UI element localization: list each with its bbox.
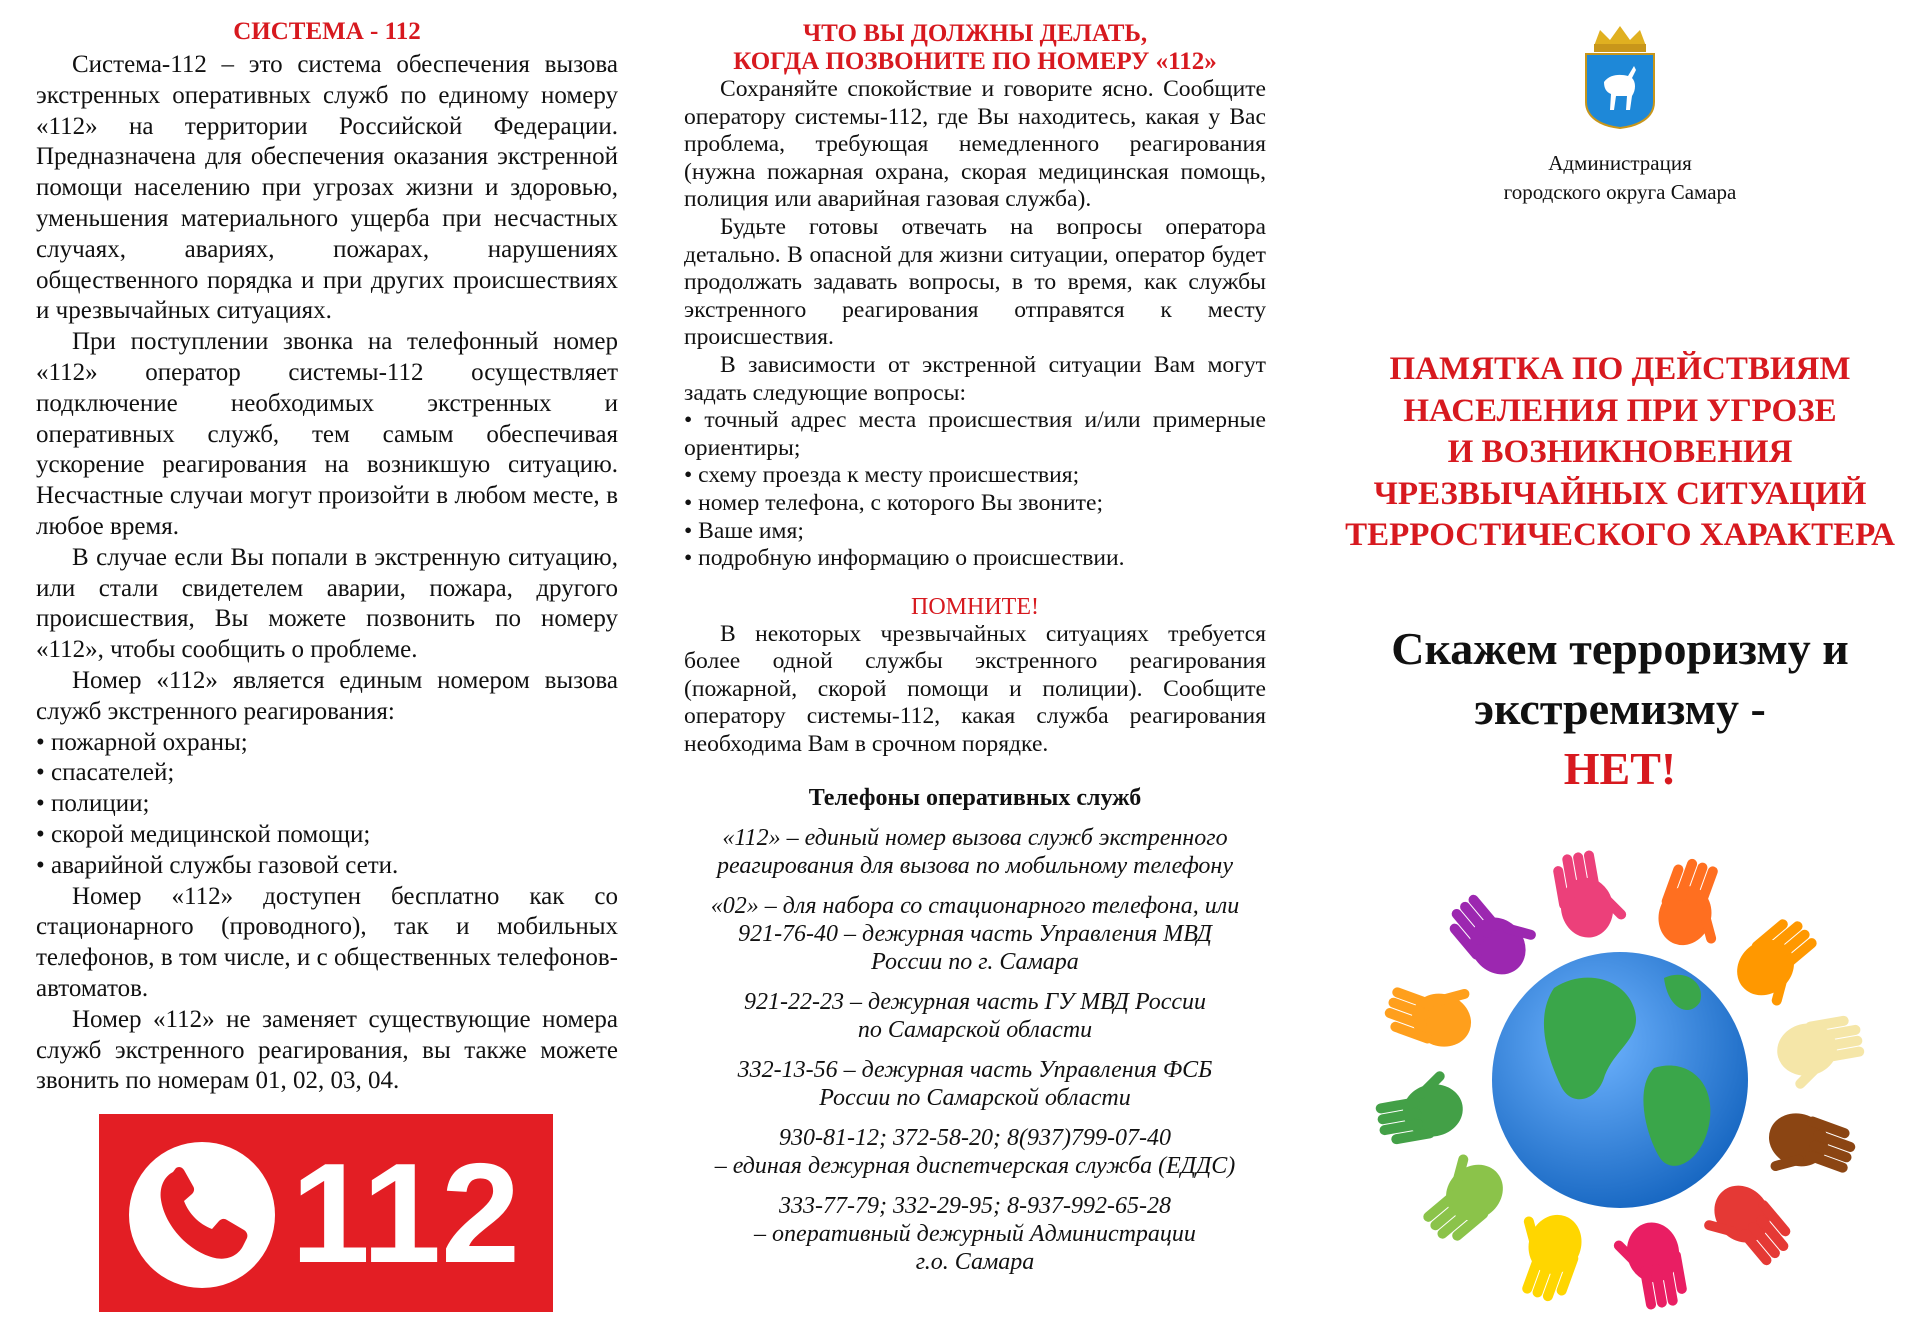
slogan <box>1320 619 1920 799</box>
hand-shape <box>1371 1066 1467 1146</box>
hand-shape <box>1693 1174 1799 1283</box>
question-list-item: • номер телефона, с которого Вы звоните; <box>684 489 1103 516</box>
paragraph: Система-112 – это система обеспечения вызова экстренных оперативных служб по единому номеру «112» на территории Российской Федерации. Предназначена для обеспечения оказания экстренной помощи населению при угрозах жизни и здоровью, уменьшения материального ущерба при несчастных случаях, авариях, пожарах, нарушениях общественного порядка и при других происшествиях и чрезвычайных ситуациях. <box>36 51 618 325</box>
hands-globe-illustration <box>1334 818 1920 1318</box>
phone-entry <box>684 1192 1266 1276</box>
hand-shape <box>1406 1143 1515 1249</box>
question-list-item: • Ваше имя; <box>684 517 804 544</box>
phone-icon <box>129 1142 275 1288</box>
admin-line: городского округа Самара <box>1503 180 1737 204</box>
question-list-item: • подробную информацию о происшествии. <box>684 545 1125 572</box>
paragraph: Номер «112» является единым номером вызова служб экстренного реагирования: <box>36 666 618 725</box>
memo-title-line: И ВОЗНИКНОВЕНИЯ <box>1447 434 1793 470</box>
badge-112 <box>99 1114 553 1312</box>
paragraph: Сохраняйте спокойствие и говорите ясно. Сообщите оператору системы-112, где Вы находитесь, какая у Вас проблема, требующая немедленного реагирования (нужна пожарная охрана, скорая медицинская помощь, полиция или аварийная газовая служба). <box>684 76 1266 213</box>
question-list-item: • точный адрес места происшествия и/или примерные ориентиры; <box>684 407 1266 461</box>
slogan-line: Скажем терроризму и <box>1391 622 1849 674</box>
hand-shape <box>1380 964 1484 1056</box>
paragraph: Номер «112» доступен бесплатно как со стационарного (проводного), так и мобильных телефонов, в том числе, и с общественных телефонов-автоматов. <box>36 882 618 1002</box>
paragraph: В зависимости от экстренной ситуации Вам могут задать следующие вопросы: <box>684 351 1266 406</box>
service-list-item: • спасателей; <box>36 759 175 787</box>
phone-entry <box>684 824 1266 880</box>
phone-entry-line: по Самарской области <box>857 1016 1093 1043</box>
paragraph: При поступлении звонка на телефонный номер «112» оператор системы-112 осуществляет подключение необходимых экстренных и оперативных служб, тем самым обеспечивая ускорение реагирования на возникшую ситуацию. Несчастные случаи могут произойти в любом месте, в любое время. <box>36 328 618 540</box>
hand-shape <box>1551 846 1631 942</box>
hand-shape <box>1441 878 1547 987</box>
phone-entry-line: 332-13-56 – дежурная часть Управления ФСБ <box>737 1056 1213 1083</box>
service-list-item: • аварийной службы газовой сети. <box>36 851 399 879</box>
badge-number: 112 <box>291 1134 521 1293</box>
hand-shape <box>1773 1013 1869 1093</box>
phone-entry <box>684 1056 1266 1112</box>
phone-entry <box>684 892 1266 976</box>
service-list-item: • пожарной охраны; <box>36 728 248 756</box>
phone-entry-line: – оперативный дежурный Администрации <box>754 1220 1196 1247</box>
remember-text: В некоторых чрезвычайных ситуациях требуется более одной службы экстренного реагирования (пожарной, скорой помощи и полиции). Сообщите оператору системы-112, какая служба реагирования необходима Вам в срочном порядке. <box>684 620 1266 758</box>
hand-shape <box>1649 854 1741 958</box>
memo-title-line: ПАМЯТКА ПО ДЕЙСТВИЯМ <box>1389 351 1851 387</box>
phone-entry-line: г.о. Самара <box>915 1248 1035 1275</box>
column-system-112 <box>36 0 618 1097</box>
phones-title: Телефоны оперативных служб <box>808 784 1142 811</box>
phone-entry-line: «112» – единый номер вызова служб экстренного <box>722 824 1228 851</box>
hand-shape <box>1609 1218 1689 1314</box>
coat-of-arms-icon <box>1320 24 1920 135</box>
phone-entry-line: 921-22-23 – дежурная часть ГУ МВД России <box>743 988 1207 1015</box>
heading-line: КОГДА ПОЗВОНИТЕ ПО НОМЕРУ «112» <box>733 48 1217 75</box>
phone-entry-line: России по Самарской области <box>819 1084 1131 1111</box>
phone-entry-line: России по г. Самара <box>871 948 1079 975</box>
admin-line: Администрация <box>1548 151 1692 175</box>
slogan-line: экстремизму - <box>1474 682 1766 734</box>
phone-entry-line: 930-81-12; 372-58-20; 8(937)799-07-40 <box>779 1124 1171 1151</box>
memo-title-line: ТЕРРОСТИЧЕСКОГО ХАРАКТЕРА <box>1345 517 1895 553</box>
paragraph: Номер «112» не заменяет существующие номера служб экстренного реагирования, вы также можете звонить по номерам 01, 02, 03, 04. <box>36 1005 618 1095</box>
administration-name <box>1320 149 1920 207</box>
paragraph: В случае если Вы попали в экстренную ситуацию, или стали свидетелем аварии, пожара, другого происшествия, Вы можете позвонить по номеру «112», чтобы сообщить о проблеме. <box>36 543 618 664</box>
hand-shape <box>1725 911 1834 1017</box>
memo-title-line: ЧРЕЗВЫЧАЙНЫХ СИТУАЦИЙ <box>1373 475 1867 512</box>
system-112-heading: СИСТЕМА - 112 <box>233 18 421 45</box>
hand-shape <box>1757 1104 1861 1196</box>
heading-line: ЧТО ВЫ ДОЛЖНЫ ДЕЛАТЬ, <box>802 20 1148 47</box>
phone-entry-line: 921-76-40 – дежурная часть Управления МВД <box>738 920 1212 947</box>
service-list-item: • скорой медицинской помощи; <box>36 820 371 848</box>
what-to-do-heading <box>684 20 1266 76</box>
phone-entry-line: реагирования для вызова по мобильному телефону <box>717 852 1233 879</box>
phone-entry <box>684 1124 1266 1180</box>
column-what-to-do <box>684 0 1266 1288</box>
memo-title-line: НАСЕЛЕНИЯ ПРИ УГРОЗЕ <box>1403 392 1837 429</box>
phone-entry-line: – единая дежурная диспетчерская служба (ЕДДС) <box>714 1152 1236 1179</box>
phone-entry <box>684 988 1266 1044</box>
service-list-item: • полиции; <box>36 790 150 818</box>
slogan-no: НЕТ! <box>1563 742 1677 794</box>
phone-entry-line: «02» – для набора со стационарного телефона, или <box>710 892 1240 919</box>
hand-shape <box>1499 1203 1591 1307</box>
memo-title <box>1320 349 1920 557</box>
question-list-item: • схему проезда к месту происшествия; <box>684 462 1080 489</box>
phone-entry-line: 333-77-79; 332-29-95; 8-937-992-65-28 <box>779 1192 1171 1219</box>
remember-heading: ПОМНИТЕ! <box>911 593 1039 620</box>
phones-list <box>684 824 1266 1276</box>
column-cover <box>1320 0 1920 799</box>
paragraph: Будьте готовы отвечать на вопросы оператора детально. В опасной для жизни ситуации, оператор будет продолжать задавать вопросы, в то время, как службы экстренного реагирования отправятся к месту происшествия. <box>684 213 1266 351</box>
